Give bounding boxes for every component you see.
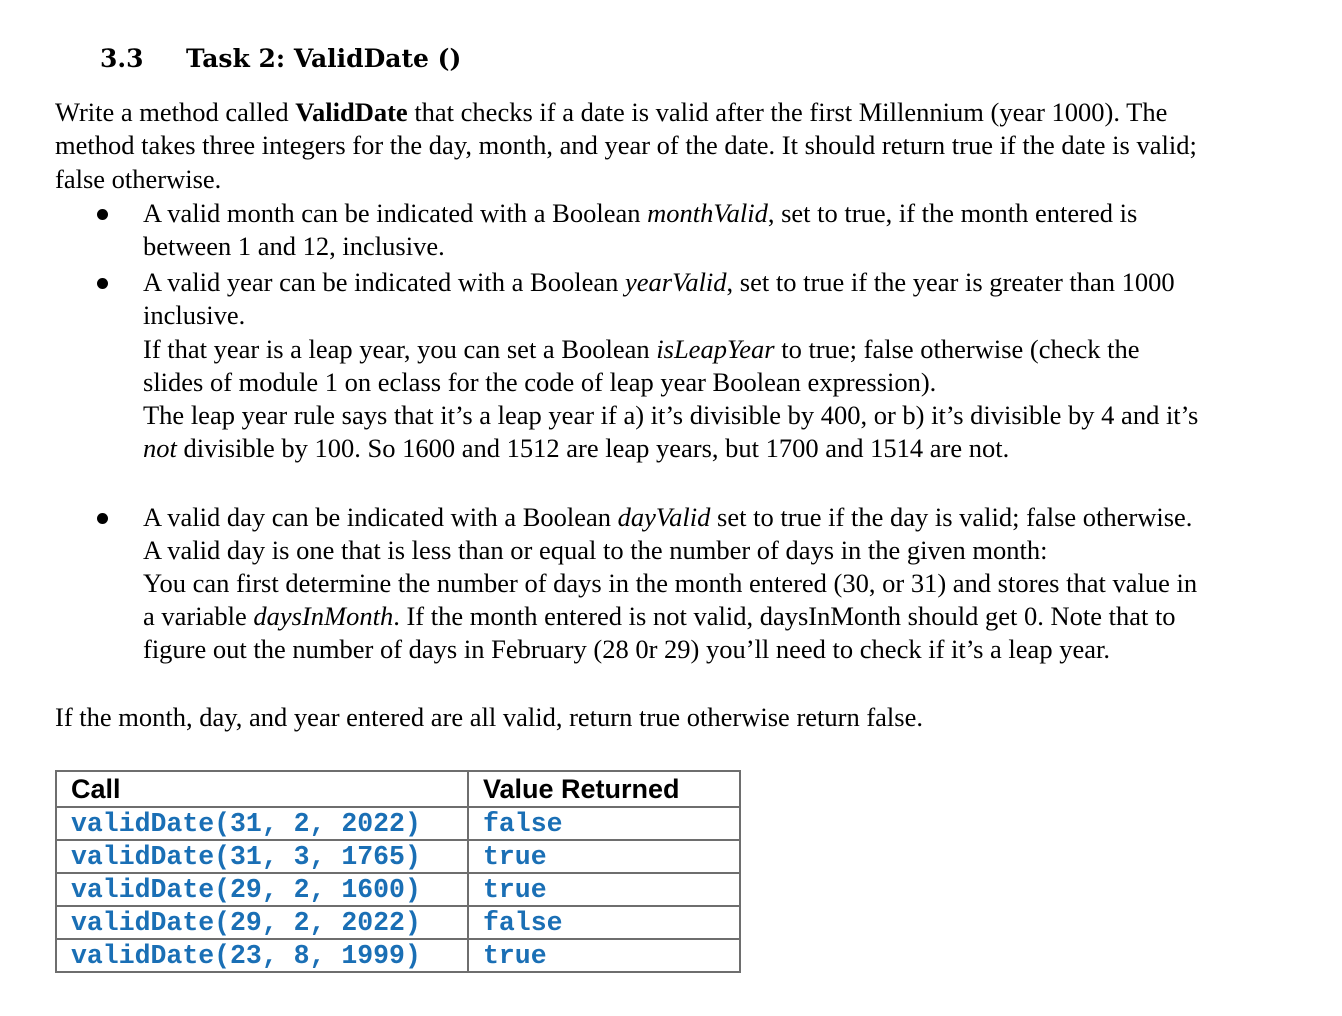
call-cell: validDate(29, 2, 1600)	[56, 873, 468, 906]
variable-name: yearValid	[624, 267, 727, 297]
bullet-marker	[97, 278, 108, 289]
bullet-text: A valid day can be indicated with a Boolean	[143, 502, 618, 532]
table-row	[56, 906, 740, 939]
value-cell: true	[468, 939, 740, 972]
variable-name: monthValid	[647, 198, 768, 228]
bullet-text: A valid month can be indicated with a Boolean	[143, 198, 648, 228]
table-row	[56, 840, 740, 873]
bullet-text: to true; false otherwise (check the	[774, 334, 1140, 364]
conclusion-paragraph: If the month, day, and year entered are all valid, return true otherwise return false.	[55, 702, 923, 732]
call-cell: validDate(23, 8, 1999)	[56, 939, 468, 972]
month-bullet-line-2: between 1 and 12, inclusive.	[143, 231, 445, 261]
year-bullet-line-4: slides of module 1 on eclass for the code of leap year Boolean expression).	[143, 367, 937, 397]
value-cell: false	[468, 906, 740, 939]
day-bullet-line-5: figure out the number of days in February (28 0r 29) you’ll need to check if it’s a leap year.	[143, 634, 1110, 664]
bullet-text: A valid year can be indicated with a Boolean	[143, 267, 625, 297]
examples-table	[55, 770, 741, 973]
bullet-text: , set to true, if the month entered is	[767, 198, 1138, 228]
intro-text: that checks if a date is valid after the first Millennium (year 1000). The	[407, 97, 1168, 127]
day-bullet-line-3: You can first determine the number of days in the month entered (30, or 31) and stores that value in	[143, 568, 1198, 598]
bullet-text: . If the month entered is not valid, daysInMonth should get 0. Note that to	[393, 601, 1176, 631]
year-bullet-line-3	[143, 333, 1140, 367]
call-cell: validDate(31, 2, 2022)	[56, 807, 468, 840]
day-bullet-line-2: A valid day is one that is less than or equal to the number of days in the given month:	[143, 535, 1048, 565]
emphasis: not	[143, 433, 177, 463]
intro-line-3: false otherwise.	[55, 164, 222, 194]
intro-line-2: method takes three integers for the day, month, and year of the date. It should return true if the date is valid;	[55, 130, 1197, 160]
bullet-text: If that year is a leap year, you can set a Boolean	[143, 334, 657, 364]
variable-name: daysInMonth	[253, 601, 394, 631]
bullet-text: , set to true if the year is greater than 1000	[726, 267, 1175, 297]
day-bullet-line-4	[143, 600, 1176, 634]
call-cell: validDate(29, 2, 2022)	[56, 906, 468, 939]
variable-name: dayValid	[617, 502, 711, 532]
intro-text: Write a method called	[55, 97, 296, 127]
variable-name: isLeapYear	[656, 334, 775, 364]
header-value-returned: Value Returned	[468, 771, 740, 807]
table-row	[56, 939, 740, 972]
call-cell: validDate(31, 3, 1765)	[56, 840, 468, 873]
year-bullet-line-5: The leap year rule says that it’s a leap year if a) it’s divisible by 400, or b) it’s divisible by 4 and it’s	[143, 400, 1199, 430]
bullet-marker	[97, 209, 108, 220]
section-number: 3.3	[100, 44, 144, 73]
bullet-text: divisible by 100. So 1600 and 1512 are leap years, but 1700 and 1514 are not.	[176, 433, 1010, 463]
value-cell: true	[468, 873, 740, 906]
bullet-marker	[97, 513, 108, 524]
value-cell: true	[468, 840, 740, 873]
month-bullet-line-1	[143, 197, 1137, 231]
year-bullet-line-1	[143, 266, 1175, 300]
year-bullet-line-6	[143, 432, 1009, 466]
bullet-text: a variable	[143, 601, 254, 631]
section-heading	[100, 44, 461, 73]
table-row	[56, 807, 740, 840]
section-title: Task 2: ValidDate ()	[186, 44, 462, 73]
value-cell: false	[468, 807, 740, 840]
header-call: Call	[56, 771, 468, 807]
intro-line-1	[55, 96, 1167, 130]
method-name: ValidDate	[295, 97, 408, 127]
day-bullet-line-1	[143, 501, 1192, 535]
year-bullet-line-2: inclusive.	[143, 300, 246, 330]
table-row	[56, 873, 740, 906]
table-header-row	[56, 771, 740, 807]
bullet-text: set to true if the day is valid; false otherwise.	[710, 502, 1193, 532]
